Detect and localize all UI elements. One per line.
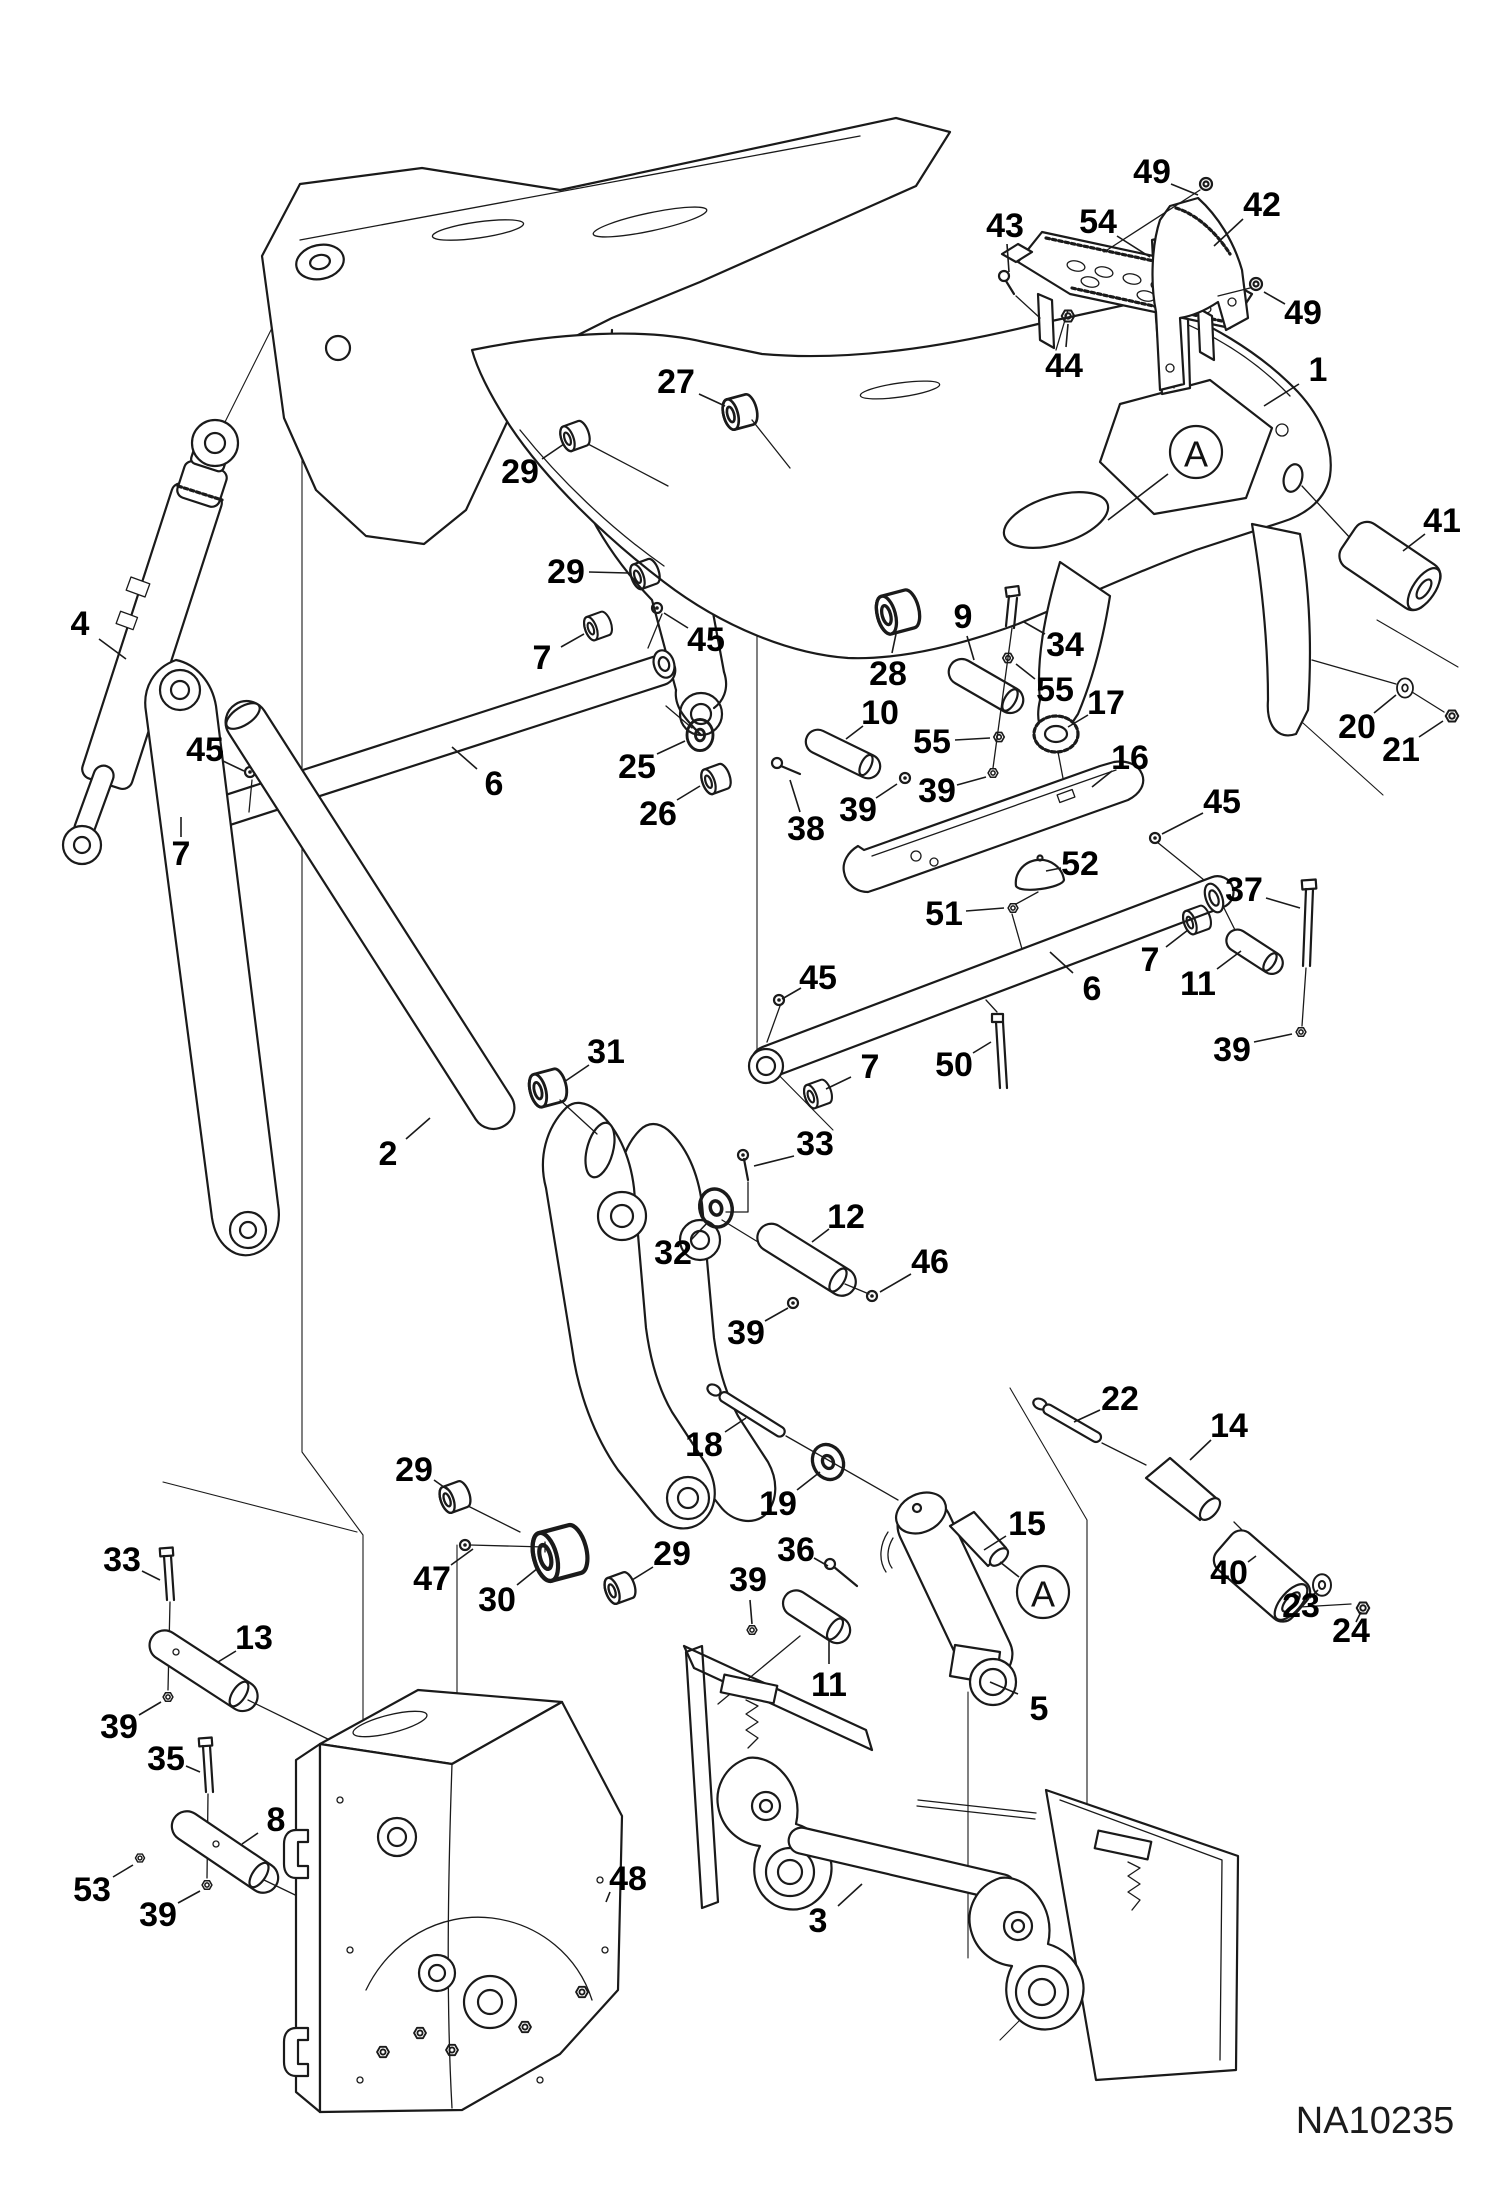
callout-24	[1332, 1612, 1370, 1650]
callout-29	[395, 1451, 448, 1490]
callout-label: 5	[1029, 1690, 1049, 1728]
callout-label: 33	[103, 1541, 141, 1579]
callout-39	[1213, 1031, 1292, 1069]
callout-42	[1214, 186, 1281, 246]
callout-34	[1024, 622, 1084, 664]
callout-label: 29	[547, 553, 585, 591]
callout-label: 48	[609, 1860, 647, 1898]
callout-label: 39	[727, 1314, 765, 1352]
callout-7	[533, 634, 584, 677]
callout-12	[812, 1198, 865, 1242]
callout-label: 34	[1046, 626, 1084, 664]
callout-label: 49	[1133, 153, 1171, 191]
callout-55	[913, 723, 990, 761]
callout-33	[103, 1541, 160, 1580]
callout-label: 50	[935, 1046, 973, 1084]
callout-label: 3	[808, 1902, 828, 1940]
callout-9	[954, 598, 974, 660]
callout-label: 26	[639, 795, 677, 833]
callout-label: 2	[378, 1135, 398, 1173]
callout-label: 28	[869, 655, 907, 693]
callout-label: 39	[100, 1708, 138, 1746]
callout-label: 24	[1332, 1612, 1370, 1650]
frame-upright	[284, 1690, 622, 2112]
callout-label: 27	[657, 363, 695, 401]
callout-label: 52	[1061, 845, 1099, 883]
callout-46	[880, 1243, 949, 1292]
callout-label: 14	[1210, 1407, 1248, 1445]
callout-label: 8	[266, 1801, 286, 1839]
callout-label: 20	[1338, 708, 1376, 746]
callout-39	[729, 1561, 767, 1624]
callout-label: 54	[1079, 203, 1117, 241]
callout-25	[618, 741, 685, 786]
callout-47	[413, 1549, 473, 1598]
callout-label: 45	[1203, 783, 1241, 821]
callout-45	[782, 959, 837, 999]
callout-label: 7	[860, 1048, 880, 1086]
callout-label: 15	[1008, 1505, 1046, 1543]
callout-label: 55	[913, 723, 951, 761]
callout-label: 4	[70, 605, 90, 643]
callout-22	[1074, 1380, 1139, 1422]
callout-49	[1133, 153, 1198, 195]
callout-label: 30	[478, 1581, 516, 1619]
callout-39	[139, 1891, 200, 1934]
damper-cylinder	[881, 1485, 1021, 1705]
callout-36	[777, 1531, 828, 1569]
callout-11	[1180, 951, 1241, 1003]
callout-45	[1162, 783, 1241, 834]
callout-14	[1190, 1407, 1248, 1460]
callout-11	[811, 1640, 847, 1704]
callout-label: 21	[1382, 731, 1420, 769]
callout-23	[1282, 1587, 1320, 1625]
callout-label: 40	[1210, 1554, 1248, 1592]
callout-label: 1	[1308, 351, 1328, 389]
callout-label: 53	[73, 1871, 111, 1909]
callout-label: 39	[1213, 1031, 1251, 1069]
callout-4	[71, 605, 126, 659]
detail-marker-label: A	[1030, 1573, 1056, 1615]
callout-39	[839, 784, 897, 829]
callout-label: 29	[501, 453, 539, 491]
callout-45	[664, 613, 725, 659]
callout-label: 22	[1101, 1380, 1139, 1418]
callout-label: 31	[587, 1033, 625, 1071]
callout-label: 33	[796, 1125, 834, 1163]
callout-26	[639, 786, 700, 833]
callout-label: 29	[395, 1451, 433, 1489]
callout-label: 51	[925, 895, 963, 933]
callout-label: 19	[759, 1485, 797, 1523]
callout-label: 7	[1140, 941, 1160, 979]
callout-label: 25	[618, 748, 656, 786]
detail-marker-A	[1000, 1562, 1069, 1618]
callout-41	[1403, 502, 1461, 551]
callout-39	[727, 1308, 788, 1352]
callout-label: 10	[861, 694, 899, 732]
callout-label: 39	[729, 1561, 767, 1599]
callout-label: 11	[811, 1666, 847, 1704]
callout-label: 7	[171, 835, 191, 873]
callout-15	[984, 1505, 1046, 1550]
callout-label: 17	[1087, 684, 1125, 722]
callout-label: 45	[687, 621, 725, 659]
callout-label: 39	[139, 1896, 177, 1934]
callout-label: 6	[484, 765, 504, 803]
callout-label: 45	[799, 959, 837, 997]
pivot-sleeve-group	[437, 1479, 639, 1606]
callout-13	[218, 1619, 273, 1662]
callout-label: 23	[1282, 1587, 1320, 1625]
callout-38	[787, 780, 825, 848]
callout-label: 43	[986, 207, 1024, 245]
callout-label: 29	[653, 1535, 691, 1573]
callout-53	[73, 1865, 133, 1909]
callout-label: 35	[147, 1740, 185, 1778]
callout-label: 32	[654, 1234, 692, 1272]
callout-label: 38	[787, 810, 825, 848]
callout-37	[1225, 871, 1300, 909]
callout-label: 11	[1180, 965, 1216, 1003]
drawing-number: NA10235	[1295, 2100, 1455, 2142]
callout-label: 12	[827, 1198, 865, 1236]
callout-label: 7	[532, 639, 552, 677]
callout-51	[925, 895, 1004, 933]
callout-21	[1382, 721, 1443, 769]
callout-label: 44	[1045, 347, 1083, 385]
callout-label: 6	[1082, 970, 1102, 1008]
callout-label: 39	[918, 772, 956, 810]
callout-33	[754, 1125, 834, 1166]
callout-10	[846, 694, 899, 739]
callout-6	[452, 747, 503, 803]
callout-label: 18	[685, 1426, 723, 1464]
callout-label: 49	[1284, 294, 1322, 332]
callout-label: 36	[777, 1531, 815, 1569]
callout-55	[1016, 664, 1074, 709]
callout-label: 39	[839, 791, 877, 829]
callout-label: 42	[1243, 186, 1281, 224]
callout-2	[379, 1118, 430, 1173]
callout-35	[147, 1740, 200, 1778]
callout-label: 45	[186, 731, 224, 769]
callout-30	[478, 1568, 538, 1619]
callout-label: 46	[911, 1243, 949, 1281]
callout-label: 37	[1225, 871, 1263, 909]
callout-39	[918, 772, 986, 810]
callout-29	[632, 1535, 691, 1580]
callout-48	[606, 1860, 647, 1902]
callout-label: 13	[235, 1619, 273, 1657]
callout-50	[935, 1042, 991, 1084]
quick-attach-frame	[684, 1646, 1238, 2080]
callout-label: 9	[953, 598, 973, 636]
callout-label: 16	[1111, 739, 1149, 777]
callout-49	[1264, 292, 1322, 332]
callout-label: 41	[1423, 502, 1461, 540]
callout-31	[564, 1033, 625, 1082]
callout-label: 55	[1036, 671, 1074, 709]
callout-8	[242, 1801, 285, 1844]
detail-marker-label: A	[1183, 433, 1209, 475]
callout-label: 47	[413, 1560, 451, 1598]
